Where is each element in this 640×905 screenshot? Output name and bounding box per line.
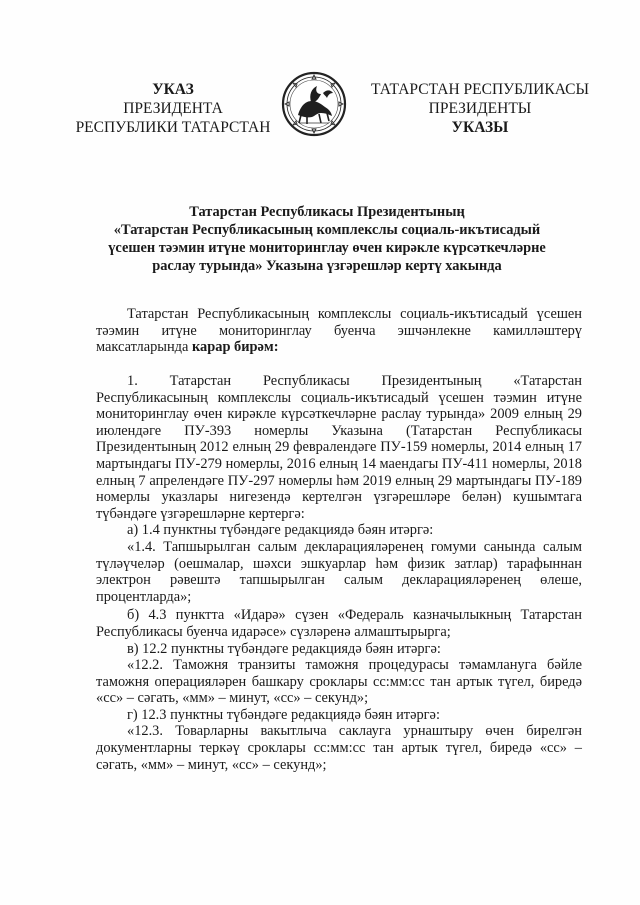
preamble [96, 306, 582, 356]
header-right-tatar [360, 80, 600, 137]
paragraph-v-quote: «12.2. Таможня транзиты таможня процедурасы тәмамлануга бәйле таможня операцияләрен башкару сроклары сс:мм:сс тан артык түгел, биредә «сс» – сәгать, «мм» – минут, «сс» – секунд»; [96, 657, 582, 707]
header-left-line-2: ПРЕЗИДЕНТА [123, 100, 223, 117]
title-line-4: раслау турында» Указына үзгәрешләр кертү хакында [152, 258, 502, 274]
paragraph-g: г) 12.3 пунктны түбәндәге редакциядә бәян итәргә: [127, 706, 440, 723]
paragraph-v: в) 12.2 пунктны түбәндәге редакциядә бәян итәргә: [127, 640, 441, 657]
tatarstan-coat-of-arms-emblem [281, 71, 347, 137]
title-line-2: «Татарстан Республикасының комплекслы социаль-икътисадый [113, 222, 541, 238]
paragraph-1-main: 1. Татарстан Республикасы Президентының «Татарстан Республикасының комплекслы социаль-икътисадый үсешен тәэмин итүне мониторинглау өчен кирәкле күрсәткечләрне раслау турында» 2009 елның 29 июлендәге ПУ-393 номерлы Указына (Татарстан Республикасы Президентының 2012 елның 29 февралендәге ПУ-159 номерлы, 2014 елның 17 мартындагы ПУ-279 номерлы, 2016 елның 14 маендагы ПУ-411 номерлы, 2018 елның 7 апрелендәге ПУ-297 номерлы һәм 2019 елның 29 мартындагы ПУ-189 номерлы указлары нигезендә кертелгән үзгәрешләре белән) кушымтага түбәндәге үзгәрешләрне кертергә: [96, 373, 582, 522]
header-left-line-1: УКАЗ [152, 81, 194, 98]
paragraph-g-quote: «12.3. Товарларны вакытлыча саклауга урнаштыру өчен бирелгән документларны теркәү сроклары сс:мм:сс тан артык түгел, биредә «сс» – сәгать, «мм» – минут, «сс» – секунд»; [96, 723, 582, 773]
decree-statement: карар бирәм: [191, 339, 279, 356]
document-title [62, 203, 592, 275]
paragraph-a: а) 1.4 пунктны түбәндәге редакциядә бәян итәргә: [127, 522, 434, 539]
header-right-line-2: ПРЕЗИДЕНТЫ [428, 100, 532, 117]
header-right-line-3: УКАЗЫ [451, 119, 509, 136]
title-line-1: Татарстан Республикасы Президентының [189, 204, 465, 220]
preamble-paragraph [96, 306, 582, 356]
preamble-text: Татарстан Республикасының комплекслы социаль-икътисадый үсешен тәэмин итүне мониторинглау буенча эшчәнлекне камилләштерү максатларында [96, 306, 582, 356]
header-left-russian [58, 80, 288, 137]
paragraph-a-quote: «1.4. Тапшырылган салым декларацияләренең гомуми санында салым түләүчеләр (оешмалар, шәхси эшкуарлар һәм физик затлар) тарафыннан электрон рәвештә тапшырылган салым декларацияләренең өлеше, процентларда»; [96, 538, 582, 605]
title-line-3: үсешен тәэмин итүне мониторинглау өчен кирәкле күрсәткечләрне [108, 240, 546, 256]
paragraph-b: б) 4.3 пунктта «Идарә» сүзен «Федераль казначылыкның Татарстан Республикасы буенча идарәсе» сүзләренә алмаштырырга; [96, 607, 582, 640]
decree-body [96, 373, 582, 773]
header-left-line-3: РЕСПУБЛИКИ ТАТАРСТАН [75, 119, 271, 136]
header-right-line-1: ТАТАРСТАН РЕСПУБЛИКАСЫ [371, 81, 589, 98]
